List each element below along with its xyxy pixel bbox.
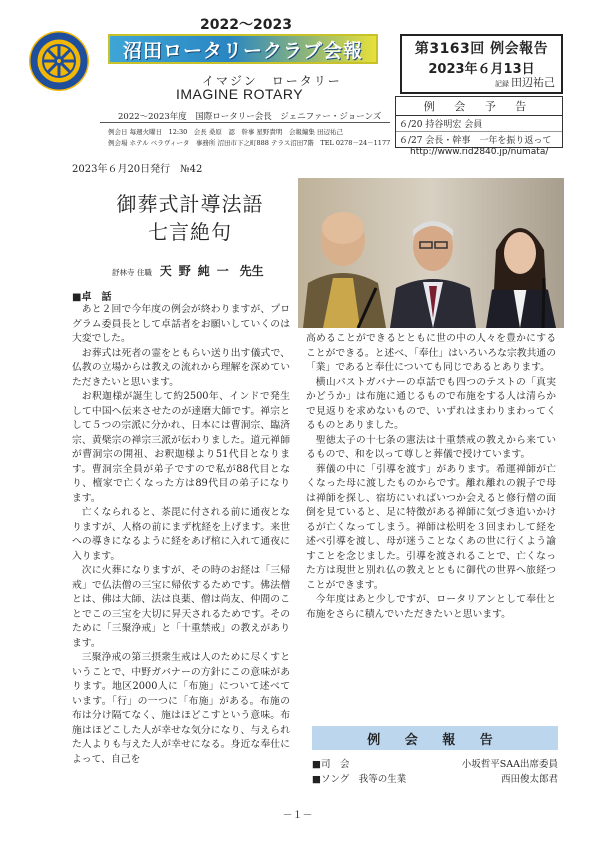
speaker-credit [112,262,264,279]
meeting-date: 2023年６月13日 [428,62,535,77]
row-label: ■ソング 我等の生業 [312,774,407,785]
section-label: ■卓 話 [72,292,112,303]
meeting-report-row [312,771,558,785]
speaker-honorific: 先生 [239,264,264,278]
club-website-link[interactable]: http://www.rid2840.jp/numata/ [410,147,549,157]
body-paragraph: 葬儀の中に「引導を渡す」があります。希運禅師が亡くなった母に渡したものからです。離れ離れの親子で母は禅師を探し、宿坊にいればいつか会えると修行僧の面倒を見ていると、足に特徴がある禅師に気づき追いかけるが亡くなってしまう。禅師は松明を３回まわして経を述べ引導を渡し、母が迷うことなくあの世に行くよう諭すことを念じました。引導を渡されることで、亡くなった方は現世と別れ仏の教えとともに御代の世界へ旅経つことができます。 [306,463,556,591]
years-label: 2022～2023 [200,17,292,33]
lecture-title-line-2: 七言絶句 [148,220,232,244]
speaker-affiliation: 舒林寺 住職 [112,268,152,277]
meeting-report-heading: 例 会 報 告 [312,726,558,750]
recorder [495,74,555,90]
issue-date-line: 2023年６月20日発行 №42 [72,164,203,175]
recorder-name: 田辺祐己 [511,76,555,89]
schedule-heading: 例 会 予 告 [396,97,562,116]
lecture-body-left [72,288,290,767]
body-paragraph: 高めることができるとともに世の中の人々を豊かにすることができる。と述べ、「奉仕」はいろいろな宗教共通の「業」であると奉仕についても同じであるとあります。 [306,333,556,373]
theme-japanese: イマジン ロータリー [202,74,342,88]
body-paragraph: お葬式は死者の霊をともらい送り出す儀式で、仏教の立場からは教えの流れから理解を深めていただきたいと思います。 [72,347,290,388]
lecture-body-right [306,332,556,622]
body-paragraph: 横山パストガバナーの卓話でも四つのテストの「真実かどうか」は布施に通じるもので布施をする人は清らかで見返りを求めないもので、いずれはまわりまわってくるものとありました。 [306,376,556,431]
body-paragraph: 三聚浄戒の第三摂衆生戒は人のために尽くすということで、中野ガバナーの方針にこの意味があります。地区2000人に「布施」について述べています。「行」の一つに「布施」がある。布施の布は分け隔てなく、施はほどこすという意味。布施はほどこした人が幸せな気分になり、与えられた人よりも与えた人が幸せになる。身近な奉仕によって、自己を [72,652,290,765]
club-name-banner: 沼田ロータリークラブ会報 [108,34,378,64]
body-paragraph: 次に火葬になりますが、その時のお経は「三帰戒」で仏法僧の三宝に帰依するためです。佛法僧とは、佛は大師、法は良薬、僧は尚友、仲間のことでこの三宝を大切に昇天されるためです。そのために「三聚浄戒」と「十重禁戒」の教えがあります。 [72,565,290,649]
body-paragraph: 亡くなられると、茶毘に付される前に通夜となりますが、人格の前にまず枕経を上げます。来世への導きになるように経をあげ棺に入れて通夜に入ります。 [72,507,290,562]
schedule-row: ６/27 会長・幹事 一年を振り返って [399,136,552,146]
recorder-tag: 記録 [495,80,509,88]
header-divider [100,122,390,123]
page-number: －１－ [282,810,313,821]
meeting-report-row [312,756,558,770]
microphone-icon [543,278,544,328]
club-info-line-2: 例会場 ホテル ベラヴィータ 事務所 沼田市下之町888 テラス沼田7階 TEL 0278－24－1177 [108,139,391,147]
row-value: 西田俊太郎君 [500,774,558,785]
rotary-logo [28,30,90,92]
row-value: 小坂哲平SAA出席委員 [461,759,558,770]
schedule-row: ６/20 持谷明宏 会員 [396,116,562,132]
meeting-report-box [400,34,563,94]
body-paragraph: 今年度はあと少しですが、ロータリアンとして奉仕と布施をさらに積んでいただきたいと思います。 [306,594,556,620]
body-paragraph: 聖徳太子の十七条の憲法は十重禁戒の教えから来ているもので、和を以って尊しと葬儀で授けています。 [306,434,556,460]
speaker-name: 天野純一 [159,264,236,278]
lecture-title [90,190,290,246]
ri-president-line: 2022～2023年度 国際ロータリー会長 ジェニファー・ジョーンズ [118,112,382,122]
issue-number: 第3163回 例会報告 [414,41,549,57]
lecture-title-line-1: 御葬式計導法語 [116,192,264,216]
row-label: ■司 会 [312,759,350,770]
meeting-schedule [395,96,563,148]
body-paragraph: あと２回で今年度の例会が終わりますが、プログラム委員長として卓話者をお願いしていくのは大変でした。 [72,304,290,344]
body-paragraph: お釈迦様が誕生して約2500年、インドで発生して中国へ伝来させたのが達磨大師です。禅宗として５つの宗派に分かれ、日本には曹洞宗、臨済宗、黄檗宗の禅宗三派が伝わりました。道元禅師が曹洞宗の開祖、お釈迦様より51代目となります。曹洞宗全員が弟子ですので私が88代目となり、檀家で亡くなった方は89代目の弟子になります。 [72,391,290,504]
speakers-photo [298,178,564,328]
theme-english: IMAGINE ROTARY [176,86,304,102]
club-info-line-1: 例会日 毎週火曜日 12:30 会長 桑原 認 幹事 星野貴明 会報編集 田辺祐己 [108,128,343,136]
